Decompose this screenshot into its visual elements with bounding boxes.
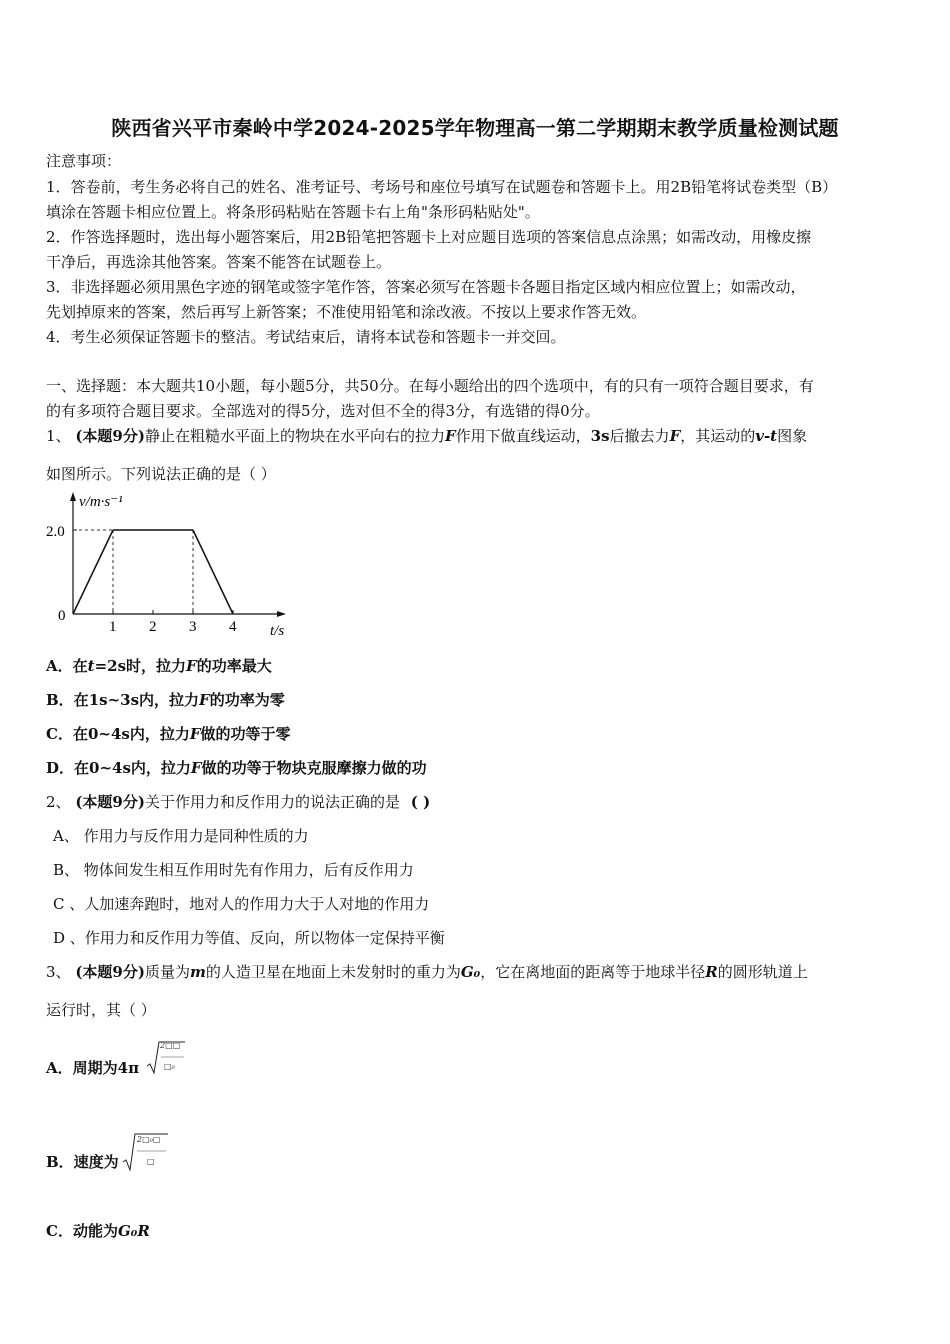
x-tick-label-3: 3 [189, 619, 197, 635]
q2-option-d: D 、作用力和反作用力等值、反向，所以物体一定保持平衡 [53, 929, 445, 947]
q1-vt: v-t [755, 427, 778, 445]
q3-stem-line-2: 运行时，其（ ） [46, 1001, 156, 1019]
q1-c-mid: 0~4s [87, 725, 130, 743]
q3-c-math: G₀R [117, 1222, 150, 1240]
q3-var-m: m [189, 963, 206, 981]
q1-c-tail: 内，拉力 [129, 725, 190, 743]
q1-stem [46, 426, 807, 446]
notice-line-5: 3．非选择题必须用黑色字迹的钢笔或签字笔作答，答案必须写在答题卡各题目指定区域内相应位置上；如需改动， [46, 278, 806, 296]
notice-line-3: 2．作答选择题时，选出每小题答案后，用2B铅笔把答题卡上对应题目选项的答案信息点涂黑；如需改动，用橡皮擦 [46, 228, 812, 246]
q3-var-g0: G₀ [460, 963, 481, 981]
q3-var-r: R [705, 963, 718, 981]
q1-d-end: 做的功等于物块克服摩擦力做的功 [201, 759, 427, 777]
q3-c-label: C．动能为 [46, 1222, 118, 1240]
x-axis-label: t/s [270, 623, 285, 639]
q1-option-a [46, 656, 272, 676]
x-axis-arrow [277, 611, 286, 617]
q3-b-frac-bot: □ [147, 1157, 155, 1166]
notice-heading: 注意事项： [46, 152, 122, 170]
q1-a-f: F [186, 657, 197, 675]
series-segment-3 [193, 530, 233, 614]
notice-line-7: 4．考生必须保证答题卡的整洁。考试结束后，请将本试卷和答题卡一并交回。 [46, 328, 566, 346]
section-line-2: 的有多项符合题目要求。全部选对的得5分，选对但不全的得3分，有选错的得0分。 [46, 402, 600, 420]
q1-3s: 3s [590, 427, 610, 445]
q1-b-f: F [199, 691, 210, 709]
q2-option-a: A、 作用力与反作用力是同种性质的力 [53, 827, 309, 845]
page-title: 陕西省兴平市秦岭中学2024-2025学年物理高一第二学期期末教学质量检测试题 [111, 116, 839, 140]
q1-points: (本题9分) [75, 427, 145, 445]
y-tick-label: 2.0 [46, 524, 65, 540]
q1-option-c [46, 724, 291, 744]
x-tick-label-4: 4 [229, 619, 237, 635]
notice-line-2: 填涂在答题卡相应位置上。将条形码粘贴在答题卡右上角"条形码粘贴处"。 [46, 203, 540, 221]
q1-text-a: 静止在粗糙水平面上的物块在水平向右的拉力 [144, 427, 445, 445]
q1-text-d: ，其运动的 [680, 427, 756, 445]
q1-text-c: 后撤去力 [609, 427, 670, 445]
q1-a-end: 的功率最大 [196, 657, 272, 675]
q1-text-e: 图象 [777, 427, 808, 445]
q2-number: 2、 [46, 793, 71, 811]
y-axis-arrow [70, 492, 76, 501]
q1-b-tail: 内，拉力 [139, 691, 200, 709]
q1-a-tail: 时，拉力 [126, 657, 187, 675]
q3-b-label: B．速度为 [46, 1153, 119, 1171]
section-line-1: 一、选择题：本大题共10小题，每小题5分，共50分。在每小题给出的四个选项中，有的只有一项符合题目要求，有 [46, 377, 814, 395]
q2-option-b: B、 物体间发生相互作用时先有作用力，后有反作用力 [53, 861, 414, 879]
q2-stem [46, 792, 430, 812]
q1-option-d [46, 758, 427, 778]
q1-c-end: 做的功等于零 [200, 725, 291, 743]
q3-a-label: A．周期为4π [46, 1059, 140, 1077]
q3-points: (本题9分) [75, 963, 145, 981]
q1-option-b [46, 690, 285, 710]
q3-text-a: 质量为 [144, 963, 190, 981]
q1-c-label: C．在 [46, 725, 88, 743]
q3-option-a [46, 1058, 139, 1078]
q1-text-b: 作用下做直线运动， [455, 427, 591, 445]
q3-b-frac-top: 2□₀□ [137, 1135, 161, 1144]
origin-label: 0 [58, 608, 66, 624]
q1-d-tail: 内，拉力 [130, 759, 191, 777]
q1-var-f2: F [669, 427, 681, 445]
q1-d-label: D．在 [46, 759, 90, 777]
q3-text-b: 的人造卫星在地面上未发射时的重力为 [205, 963, 461, 981]
q3-option-c [46, 1221, 150, 1241]
notice-line-6: 先划掉原来的答案，然后再写上新答案；不准使用铅笔和涂改液。不按以上要求作答无效。 [46, 303, 647, 321]
q1-d-f: F [190, 759, 202, 777]
q2-points: (本题9分) [75, 793, 145, 811]
q3-option-b [46, 1152, 119, 1172]
q2-paren: ( ) [410, 793, 431, 811]
q1-b-label: B．在 [46, 691, 89, 709]
x-tick-label-2: 2 [149, 619, 157, 635]
q3-a-frac-top: 2□□ [160, 1041, 181, 1050]
q1-a-label: A．在 [46, 657, 88, 675]
q1-b-end: 的功率为零 [209, 691, 285, 709]
q1-stem-line-2: 如图所示。下列说法正确的是（ ） [46, 465, 276, 483]
q1-a-mid: =2s [94, 657, 127, 675]
q1-c-f: F [189, 725, 201, 743]
q1-a-var: t [87, 657, 95, 675]
q3-text-c: ，它在离地面的距离等于地球半径 [480, 963, 706, 981]
series-segment-1 [73, 530, 113, 614]
notice-line-4: 干净后，再选涂其他答案。答案不能答在试题卷上。 [46, 253, 392, 271]
q2-option-c: C 、人加速奔跑时，地对人的作用力大于人对地的作用力 [53, 895, 430, 913]
vt-chart [44, 488, 304, 644]
q2-text: 关于作用力和反作用力的说法正确的是 [144, 793, 400, 811]
q3-number: 3、 [46, 963, 71, 981]
q1-number: 1、 [46, 427, 71, 445]
q3-a-frac-bot: □₀ [164, 1062, 175, 1071]
q1-var-f: F [444, 427, 456, 445]
x-tick-label-1: 1 [109, 619, 117, 635]
q3-text-d: 的圆形轨道上 [717, 963, 808, 981]
q3-stem [46, 962, 808, 982]
q1-b-mid: 1s~3s [88, 691, 140, 709]
y-axis-label: v/m·s⁻¹ [79, 494, 123, 510]
q1-d-mid: 0~4s [89, 759, 131, 777]
notice-line-1: 1．答卷前，考生务必将自己的姓名、准考证号、考场号和座位号填写在试题卷和答题卡上。用2B铅笔将试卷类型（B） [46, 178, 838, 196]
